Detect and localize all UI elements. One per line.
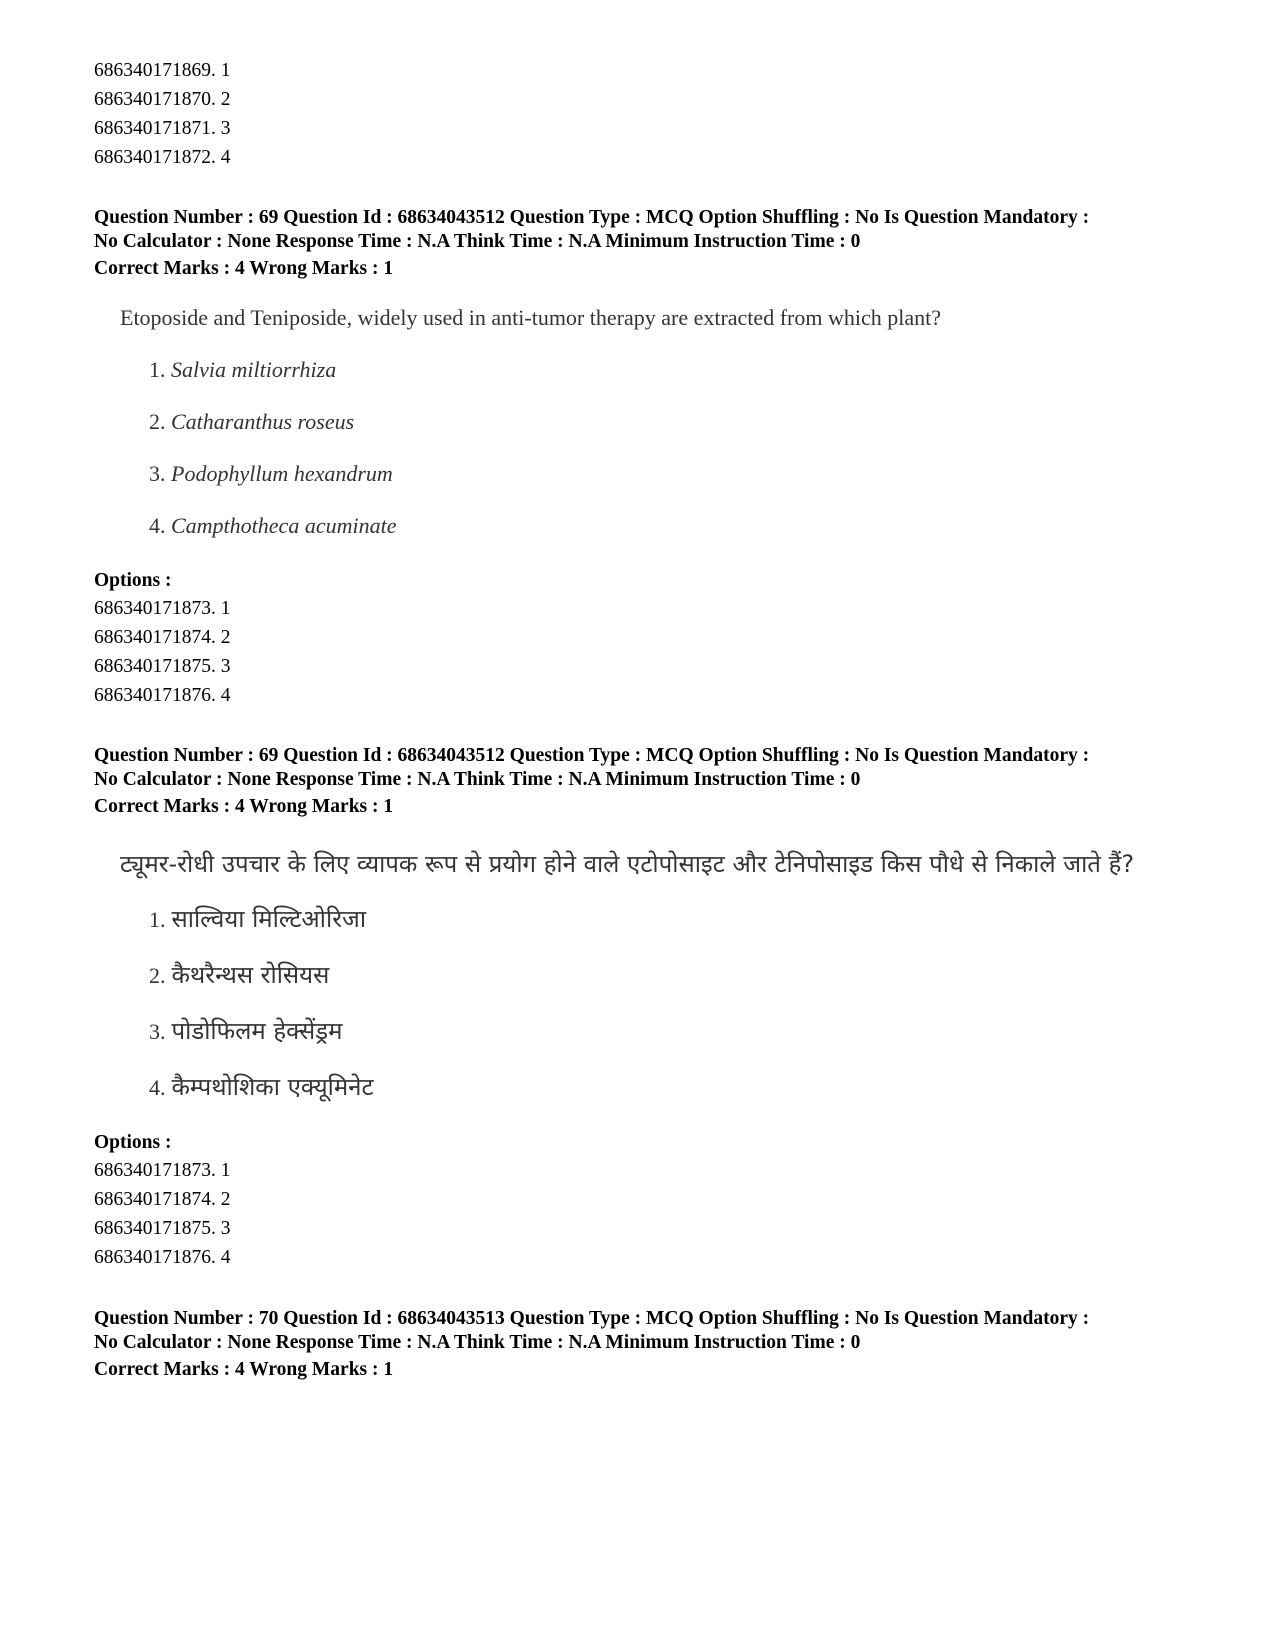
question-meta <box>94 1307 1194 1355</box>
answer-choice <box>149 958 329 991</box>
choice-number: 2. <box>149 409 166 434</box>
answer-choice <box>149 409 354 435</box>
option-id: 686340171876. 4 <box>94 1247 231 1268</box>
choice-label: कैम्पथोशिका एक्यूमिनेट <box>171 1073 374 1101</box>
answer-choice <box>149 1070 374 1103</box>
question-marks: Correct Marks : 4 Wrong Marks : 1 <box>94 258 394 279</box>
question-text: ट्यूमर-रोधी उपचार के लिए व्यापक रूप से प्रयोग होने वाले एटोपोसाइट और टेनिपोसाइड किस पौधे से निकाले जाते हैं? <box>120 850 1135 878</box>
option-id-list <box>94 1156 231 1272</box>
option-id: 686340171873. 1 <box>94 598 231 619</box>
option-id: 686340171869. 1 <box>94 60 231 81</box>
options-heading: Options : <box>94 570 172 591</box>
question-meta <box>94 744 1194 792</box>
option-id-list <box>94 594 231 710</box>
choice-number: 4. <box>149 513 166 538</box>
choice-label: Campthotheca acuminate <box>171 513 397 538</box>
question-meta <box>94 206 1194 254</box>
question-meta-line: No Calculator : None Response Time : N.A Think Time : N.A Minimum Instruction Time : 0 <box>94 231 861 252</box>
answer-choice <box>149 513 396 539</box>
question-meta-line: Question Number : 69 Question Id : 68634043512 Question Type : MCQ Option Shuffling : No Is Question Mandatory : <box>94 207 1090 228</box>
answer-choice <box>149 1014 342 1047</box>
option-id: 686340171870. 2 <box>94 89 231 110</box>
question-marks: Correct Marks : 4 Wrong Marks : 1 <box>94 1359 394 1380</box>
choice-number: 4. <box>149 1075 166 1100</box>
option-id: 686340171874. 2 <box>94 1189 231 1210</box>
choice-label: Podophyllum hexandrum <box>171 461 393 486</box>
choice-label: साल्विया मिल्टिओरिजा <box>171 905 367 933</box>
previous-question-options <box>94 56 231 172</box>
answer-choice <box>149 357 336 383</box>
option-id: 686340171874. 2 <box>94 627 231 648</box>
choice-number: 1. <box>149 907 166 932</box>
choice-label: पोडोफिलम हेक्सेंड्रम <box>171 1017 343 1045</box>
question-meta-line: No Calculator : None Response Time : N.A Think Time : N.A Minimum Instruction Time : 0 <box>94 769 861 790</box>
answer-choice <box>149 902 366 935</box>
question-marks: Correct Marks : 4 Wrong Marks : 1 <box>94 796 394 817</box>
choice-number: 3. <box>149 1019 166 1044</box>
option-id: 686340171875. 3 <box>94 656 231 677</box>
choice-label: Catharanthus roseus <box>171 409 355 434</box>
question-meta-line: Question Number : 69 Question Id : 68634043512 Question Type : MCQ Option Shuffling : No Is Question Mandatory : <box>94 745 1090 766</box>
question-text: Etoposide and Teniposide, widely used in anti-tumor therapy are extracted from which plant? <box>120 305 941 330</box>
options-heading: Options : <box>94 1132 172 1153</box>
option-id: 686340171876. 4 <box>94 685 231 706</box>
choice-label: Salvia miltiorrhiza <box>171 357 337 382</box>
option-id: 686340171873. 1 <box>94 1160 231 1181</box>
option-id: 686340171872. 4 <box>94 147 231 168</box>
question-meta-line: No Calculator : None Response Time : N.A Think Time : N.A Minimum Instruction Time : 0 <box>94 1332 861 1353</box>
choice-number: 2. <box>149 963 166 988</box>
answer-choice <box>149 461 393 487</box>
choice-number: 1. <box>149 357 166 382</box>
option-id: 686340171871. 3 <box>94 118 231 139</box>
question-meta-line: Question Number : 70 Question Id : 68634043513 Question Type : MCQ Option Shuffling : No Is Question Mandatory : <box>94 1308 1090 1329</box>
choice-label: कैथरैन्थस रोसियस <box>171 961 330 989</box>
option-id: 686340171875. 3 <box>94 1218 231 1239</box>
choice-number: 3. <box>149 461 166 486</box>
